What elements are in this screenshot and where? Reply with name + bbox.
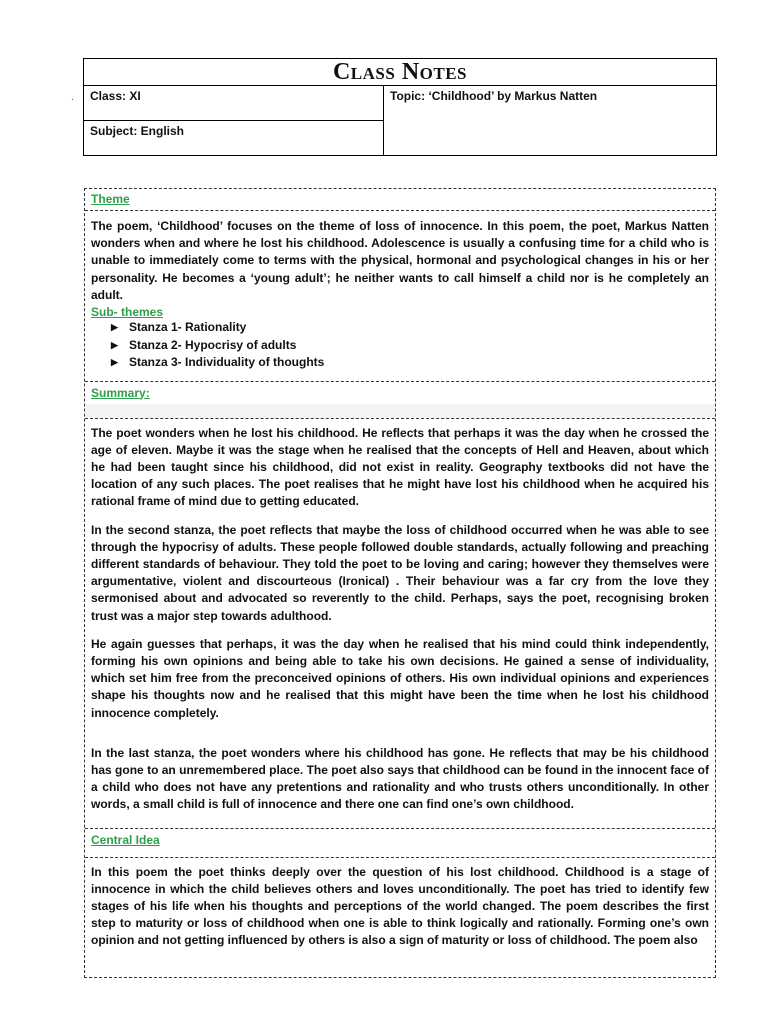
stray-dot: . <box>71 92 74 103</box>
central-idea-heading: Central Idea <box>91 832 160 847</box>
summary-paragraph-2: In the second stanza, the poet reflects that maybe the loss of childhood occurred when he was able to see through the hypocrisy of adults. These people followed double standards, actually following and preaching different standards of behaviour. They told the poet to be loving and caring; however they themselves were argumentative, violent and discourteous (Ironical) . Their behaviour was a far cry from the love they sermonised about and advocated so reverently to the child. Perhaps, says the poet, recognising broken trust was a major step towards adulthood. <box>91 522 709 623</box>
list-item <box>111 354 715 372</box>
central-idea-paragraph: In this poem the poet thinks deeply over the question of his lost childhood. Childhood is a stage of innocence in which the child believes others and loves unconditionally. The poet has tried to identify few stages of his life when his thoughts and perceptions of the world changed. The poem describes the first step to maturity or loss of childhood when one is able to think logically and rationally. Forming one’s own opinion and not getting influenced by others is also a sign of maturity or loss of childhood. The poem also <box>91 864 709 948</box>
subtheme-text: Stanza 1- Rationality <box>129 320 247 335</box>
page-title: Class Notes <box>84 59 716 86</box>
summary-paragraph-3: He again guesses that perhaps, it was the day when he realised that his mind could think independently, forming his own opinions and being able to take his own decisions. He gained a sense of individuality, which set him free from the preconceived opinions of others. His own individual opinions and experiences shape his thoughts now and he realised that this might have been the time when he lost his childhood innocence completely. <box>91 636 709 720</box>
summary-heading: Summary: <box>91 385 150 400</box>
header-table <box>83 58 717 156</box>
list-item <box>111 337 715 355</box>
triangle-right-icon: ▶ <box>111 322 118 333</box>
header-left-column <box>84 86 384 155</box>
subthemes-heading: Sub- themes <box>91 305 164 320</box>
theme-paragraph: The poem, ‘Childhood’ focuses on the theme of loss of innocence. In this poem, the poet, Markus Natten wonders when and where he lost his childhood. Adolescence is usually a confusing time for a child who is unable to immediately come to terms with the physical, hormonal and psychological changes in his or her personality. He becomes a ‘young adult’; he neither wants to call himself a child nor is he completely an adult. <box>91 219 709 302</box>
triangle-right-icon: ▶ <box>111 357 118 368</box>
class-label: Class: XI <box>84 86 383 121</box>
triangle-right-icon: ▶ <box>111 339 118 350</box>
summary-paragraph-4: In the last stanza, the poet wonders where his childhood has gone. He reflects that may be his childhood has gone to an unremembered place. The poet also says that childhood can be found in the innocent face of a child who does not have any pretentions and rationality and who trusts others unconditionally. In other words, a small child is full of innocence and there one can find one’s own childhood. <box>91 745 709 812</box>
subtheme-text: Stanza 2- Hypocrisy of adults <box>129 337 297 352</box>
theme-heading: Theme <box>91 192 130 206</box>
list-item <box>111 319 715 337</box>
notes-box <box>84 188 716 978</box>
subthemes-list <box>85 319 715 372</box>
summary-paragraph-1: The poet wonders when he lost his childhood. He reflects that perhaps it was the day when he crossed the age of eleven. Maybe it was the stage when he realised that the concepts of Hell and Heaven, about which he had been taught since his childhood, did not exist in reality. Geography textbooks did not have the location of any such places. The poet realises that he might have lost his childhood when he acquired his rational frame of mind due to getting educated. <box>91 425 709 509</box>
subject-label: Subject: English <box>90 124 185 138</box>
subtheme-text: Stanza 3- Individuality of thoughts <box>129 355 325 370</box>
topic-label: Topic: ‘Childhood’ by Markus Natten <box>390 89 598 103</box>
header-row <box>84 86 716 155</box>
